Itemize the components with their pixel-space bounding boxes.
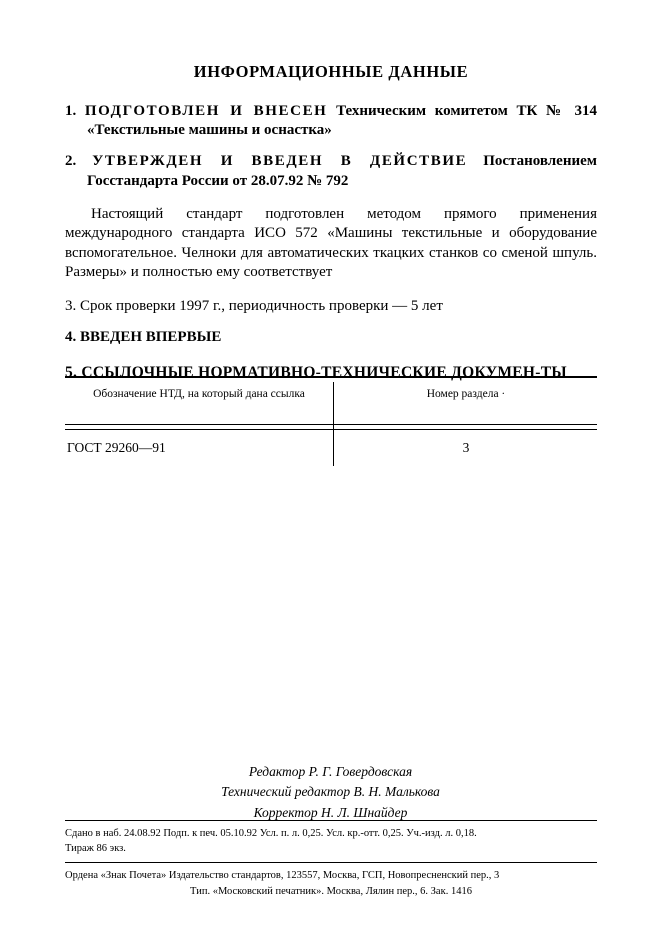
imprint-top-rule	[65, 820, 597, 821]
table-row	[65, 430, 597, 472]
table-cell-section: 3	[462, 440, 470, 455]
list-item-1-lead: ПОДГОТОВЛЕН И ВНЕСЕН	[84, 103, 328, 119]
credit-technical-editor	[0, 782, 661, 802]
table-header-cell-1: Обозначение НТД, на который дана ссылка	[93, 388, 305, 400]
list-item-5: 5. ССЫЛОЧНЫЕ НОРМАТИВНО-ТЕХНИЧЕСКИЕ ДОКУМЕН-ТЫ	[65, 364, 567, 382]
imprint-block	[65, 826, 597, 856]
table-cell-designation: ГОСТ 29260—91	[67, 440, 166, 455]
list-item-2-lead: УТВЕРЖДЕН И ВВЕДЕН В ДЕЙСТВИЕ	[92, 153, 468, 170]
imprint-line-2: Тираж 86 экз.	[65, 843, 126, 855]
list-item-2-number: 2.	[65, 153, 77, 170]
publisher-line-1: Ордена «Знак Почета» Издательство стандартов, 123557, Москва, ГСП, Новопресненский пер., 3	[65, 870, 500, 881]
document-body	[65, 62, 597, 397]
imprint-line-1: Сдано в наб. 24.08.92 Подп. к печ. 05.10.92 Усл. п. л. 0,25. Усл. кр.-отт. 0,25. Уч.-изд. л. 0,18.	[65, 828, 477, 839]
publisher-line-2: Тип. «Московский печатник». Москва, Лялин пер., 6. Зак. 1416	[190, 885, 472, 897]
table-header-cell-2: Номер раздела ·	[426, 388, 506, 400]
list-item-3: 3. Срок проверки 1997 г., периодичность проверки — 5 лет	[65, 297, 443, 314]
credit-technical-editor-text: Технический редактор В. Н. Малькова	[221, 784, 440, 800]
standard-description-paragraph: Настоящий стандарт подготовлен методом прямого применения международного стандарта ИСО 572 «Машины текстильные и оборудование вспомогательное. Челноки для автоматических ткацких станков со сменой шпуль. Размеры» и полностью ему соответствует	[65, 205, 597, 281]
credit-editor-text: Редактор Р. Г. Говердовская	[248, 764, 413, 779]
page-title: ИНФОРМАЦИОННЫЕ ДАННЫЕ	[193, 62, 469, 81]
credits-block	[0, 762, 661, 823]
reference-documents-table	[65, 376, 597, 472]
list-item-2	[65, 152, 597, 190]
list-item-1-number: 1.	[65, 103, 77, 119]
list-item-4: 4. ВВЕДЕН ВПЕРВЫЕ	[65, 328, 222, 345]
credit-proofreader-text: Корректор Н. Л. Шнайдер	[253, 804, 408, 820]
publisher-top-rule	[65, 862, 597, 863]
credit-editor	[0, 762, 661, 782]
list-item-1	[65, 102, 597, 140]
list-item-1-text: Техническим комитетом ТК № 314 «Текстильные машины и оснастка»	[87, 103, 598, 139]
publisher-block	[65, 868, 597, 900]
list-item-2-text: Постановлением Госстандарта России от 28.07.92 № 792	[87, 153, 597, 189]
table-header-row	[65, 378, 597, 424]
